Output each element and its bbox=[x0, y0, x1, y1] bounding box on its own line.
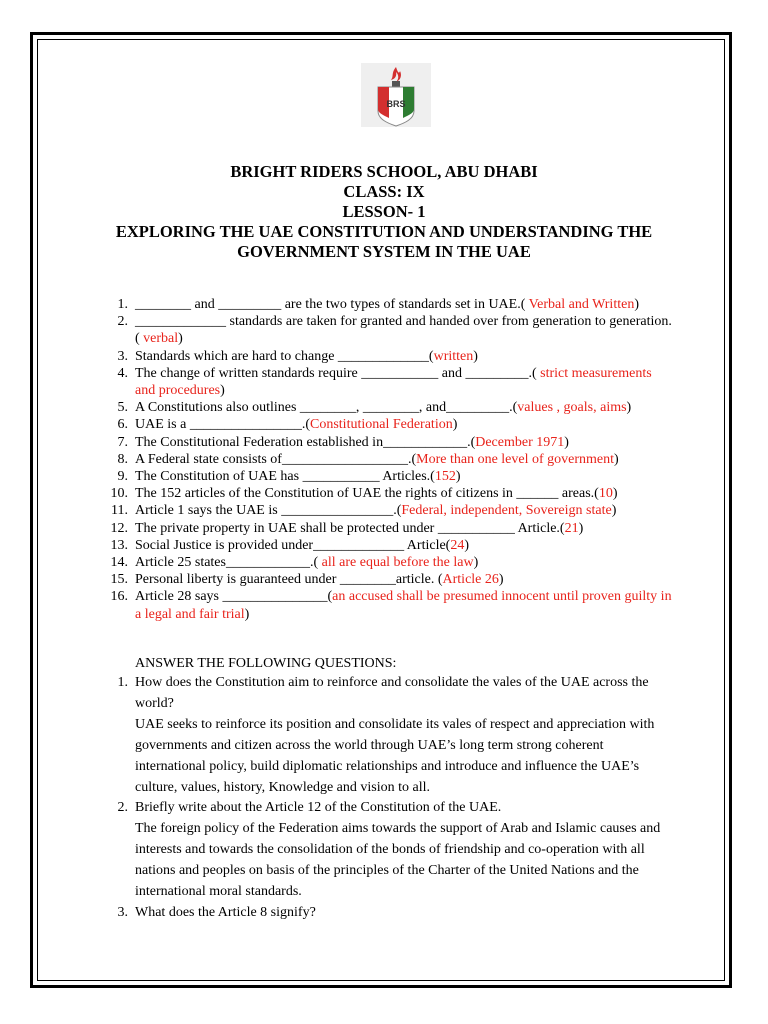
question-number: 11. bbox=[111, 503, 128, 519]
question-text: Article 25 states____________.( bbox=[135, 555, 319, 571]
question-item bbox=[0, 485, 768, 502]
question-text: Social Justice is provided under_____________ Article( bbox=[135, 537, 451, 553]
question-text: ________ and _________ are the two types of standards set in UAE.( bbox=[135, 297, 526, 312]
question-answer: verbal bbox=[139, 331, 179, 347]
school-logo-emblem bbox=[361, 63, 431, 127]
question-item bbox=[0, 296, 768, 313]
question-end: ) bbox=[626, 400, 632, 416]
question-item bbox=[0, 451, 768, 468]
question-number: 15. bbox=[110, 572, 128, 588]
question-text: The change of written standards require ___________ and _________.( bbox=[135, 365, 537, 381]
question-answer: written bbox=[433, 348, 474, 364]
question-text: UAE is a ________________.( bbox=[135, 417, 310, 433]
question-item bbox=[0, 537, 768, 554]
open-question-number: 2. bbox=[117, 800, 128, 816]
question-end: ) bbox=[578, 520, 584, 536]
open-question-text: How does the Constitution aim to reinforce and consolidate the vales of the UAE across the world? bbox=[135, 675, 649, 711]
document-header bbox=[40, 162, 728, 262]
question-text: The private property in UAE shall be protected under ___________ Article.( bbox=[135, 520, 565, 536]
question-item bbox=[0, 571, 768, 588]
school-logo bbox=[361, 63, 431, 127]
question-number: 2. bbox=[117, 314, 128, 330]
open-question-number: 3. bbox=[117, 904, 128, 920]
open-question-answer: The foreign policy of the Federation aims towards the support of Arab and Islamic causes and interests and towards the consolidation of the bonds of friendship and co-operation with all nations and peoples on basis of the principles of the Charter of the United Nations and the international moral standards. bbox=[135, 821, 661, 900]
open-question-number: 1. bbox=[117, 675, 128, 690]
question-answer: 152 bbox=[434, 469, 456, 485]
question-number: 1. bbox=[117, 297, 128, 312]
question-item bbox=[0, 588, 768, 622]
question-number: 13. bbox=[110, 537, 128, 553]
answer-section-heading-wrap bbox=[0, 655, 768, 672]
question-answer: More than one level of government bbox=[416, 451, 615, 467]
question-answer: Constitutional Federation bbox=[310, 417, 453, 433]
question-number: 4. bbox=[117, 365, 128, 381]
question-end: ) bbox=[178, 331, 183, 347]
question-number: 10. bbox=[110, 486, 128, 502]
question-number: 6. bbox=[117, 417, 128, 433]
question-item bbox=[0, 348, 768, 365]
logo-text: BRS bbox=[386, 99, 406, 109]
question-end: ) bbox=[614, 451, 619, 467]
question-end: ) bbox=[612, 486, 618, 502]
open-question-text: What does the Article 8 signify? bbox=[135, 904, 316, 920]
question-answer: Federal, independent, Sovereign state bbox=[401, 503, 612, 519]
question-number: 12. bbox=[110, 520, 128, 536]
question-item bbox=[0, 365, 768, 399]
question-end: ) bbox=[220, 383, 225, 399]
question-answer: strict measurements and procedures bbox=[135, 365, 652, 399]
question-number: 14. bbox=[110, 555, 128, 571]
question-answer: 10 bbox=[598, 486, 613, 502]
open-question-item bbox=[0, 903, 768, 924]
question-text: A Constitutions also outlines ________, ________, and_________.( bbox=[135, 400, 518, 416]
question-end: ) bbox=[244, 606, 250, 622]
question-item bbox=[0, 399, 768, 416]
question-number: 5. bbox=[117, 400, 128, 416]
question-end: ) bbox=[455, 469, 461, 485]
question-text: Personal liberty is guaranteed under ________article. ( bbox=[135, 572, 443, 588]
question-number: 8. bbox=[117, 451, 128, 467]
question-item bbox=[0, 468, 768, 485]
question-number: 9. bbox=[117, 469, 128, 485]
question-answer: December 1971 bbox=[475, 434, 565, 450]
question-item bbox=[0, 416, 768, 433]
lesson-label: LESSON- 1 bbox=[342, 202, 426, 221]
question-answer: values , goals, aims bbox=[517, 400, 627, 416]
question-text: The Constitutional Federation established in____________.( bbox=[135, 434, 476, 450]
question-answer: an accused shall be presumed innocent until proven guilty in a legal and fair trial bbox=[135, 589, 672, 622]
question-item bbox=[0, 502, 768, 519]
question-end: ) bbox=[452, 417, 458, 433]
question-end: ) bbox=[611, 503, 617, 519]
question-text: A Federal state consists of__________________.( bbox=[135, 451, 417, 467]
question-answer: all are equal before the law bbox=[318, 555, 474, 571]
question-number: 3. bbox=[117, 348, 128, 364]
question-end: ) bbox=[464, 537, 470, 553]
open-question-text: Briefly write about the Article 12 of the Constitution of the UAE. bbox=[135, 800, 502, 816]
question-item bbox=[0, 434, 768, 451]
question-end: ) bbox=[473, 555, 479, 571]
open-question-item bbox=[0, 673, 768, 798]
lesson-title-line1: EXPLORING THE UAE CONSTITUTION AND UNDERSTANDING THE bbox=[115, 222, 653, 241]
question-item bbox=[0, 554, 768, 571]
question-answer: 21 bbox=[564, 520, 579, 536]
question-text: Standards which are hard to change _____________( bbox=[135, 348, 434, 364]
question-text: The Constitution of UAE has ___________ Articles.( bbox=[135, 469, 435, 485]
question-text: Article 1 says the UAE is ________________.( bbox=[135, 503, 402, 519]
question-number: 7. bbox=[117, 434, 128, 450]
question-answer: Article 26 bbox=[442, 572, 499, 588]
question-number: 16. bbox=[110, 589, 128, 605]
question-text: Article 28 says _______________( bbox=[135, 589, 333, 605]
question-item bbox=[0, 313, 768, 347]
answer-section-heading: ANSWER THE FOLLOWING QUESTIONS: bbox=[135, 656, 397, 671]
question-end: ) bbox=[473, 348, 478, 364]
question-answer: Verbal and Written bbox=[525, 297, 635, 312]
question-text: _____________ standards are taken for granted and handed over from generation to generation.( bbox=[135, 314, 672, 347]
school-name: BRIGHT RIDERS SCHOOL, ABU DHABI bbox=[230, 162, 538, 181]
open-questions bbox=[0, 673, 768, 924]
open-question-answer: UAE seeks to reinforce its position and consolidate its vales of respect and appreciation with governments and citizen across the world through UAE’s long term strong coherent international policy, build diplomatic relationships and introduce and influence the UAE’s culture, values, history, Knowledge and vision to all. bbox=[135, 716, 655, 795]
question-end: ) bbox=[498, 572, 504, 588]
question-answer: 24 bbox=[450, 537, 465, 553]
question-end: ) bbox=[564, 434, 569, 450]
lesson-title-line2: GOVERNMENT SYSTEM IN THE UAE bbox=[237, 242, 531, 261]
question-item bbox=[0, 520, 768, 537]
fill-in-questions bbox=[0, 296, 768, 623]
question-end: ) bbox=[634, 297, 639, 312]
open-question-item bbox=[0, 798, 768, 903]
question-text: The 152 articles of the Constitution of UAE the rights of citizens in ______ areas.( bbox=[135, 486, 599, 502]
class-label: CLASS: IX bbox=[343, 182, 425, 201]
